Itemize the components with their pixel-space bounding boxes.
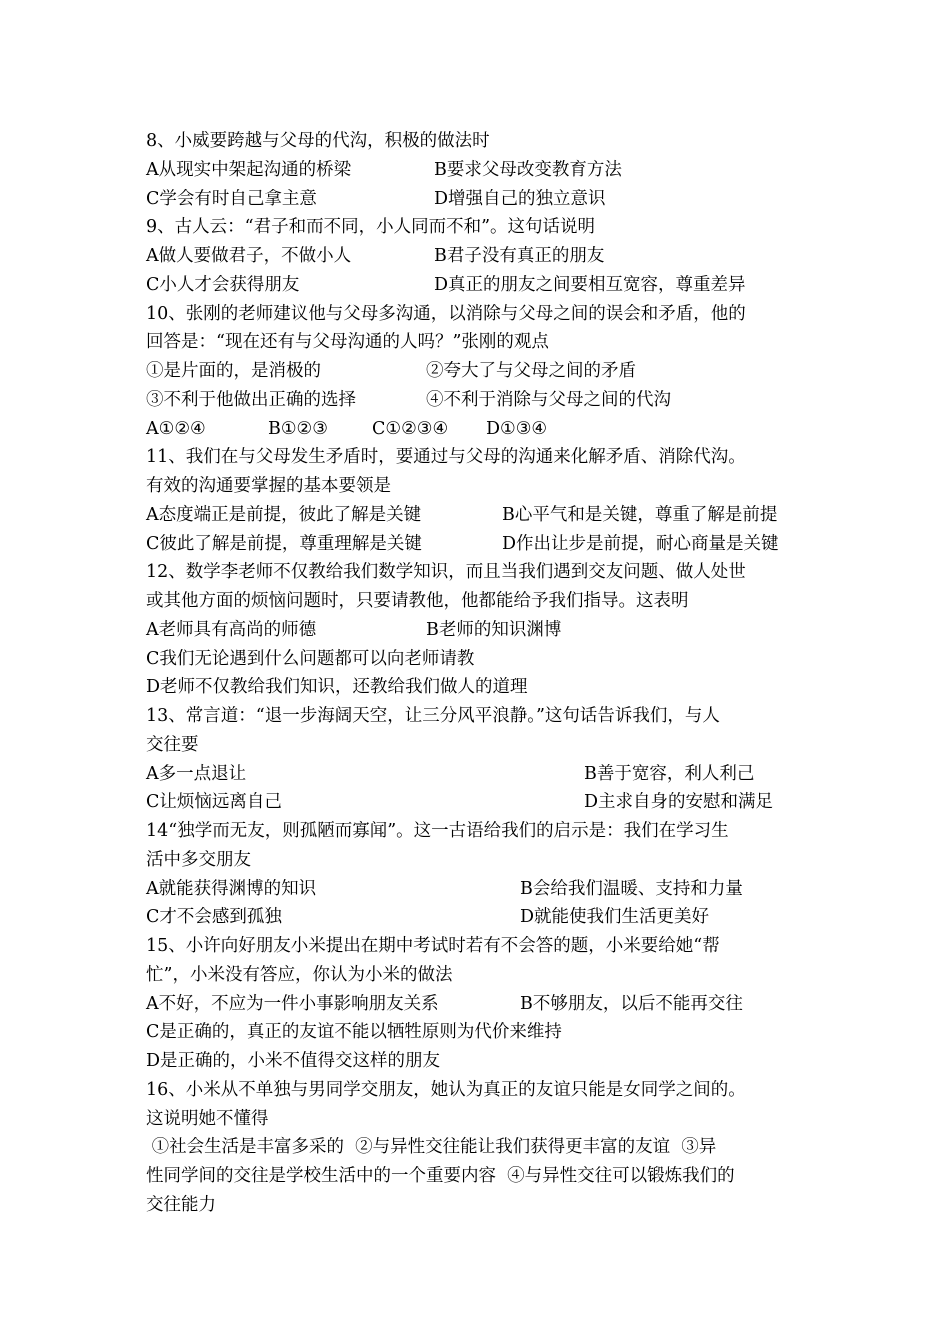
statement-4: ④不利于消除与父母之间的代沟	[426, 389, 671, 410]
option-row	[146, 415, 816, 444]
option-row	[146, 875, 816, 904]
option-d[interactable]: D就能使我们生活更美好	[520, 907, 710, 928]
option-d[interactable]: D①③④	[486, 418, 548, 439]
option-a[interactable]: A就能获得渊博的知识	[146, 878, 317, 899]
option-c[interactable]: C我们无论遇到什么问题都可以向老师请教	[146, 648, 475, 669]
option-c[interactable]: C①②③④	[372, 418, 449, 439]
question-stem: 交往要	[146, 734, 199, 755]
option-b[interactable]: B君子没有真正的朋友	[434, 246, 605, 266]
statement-line: ①社会生活是丰富多采的 ②与异性交往能让我们获得更丰富的友谊 ③异	[146, 1137, 717, 1158]
option-c[interactable]: C小人才会获得朋友	[146, 274, 300, 295]
option-row	[146, 242, 816, 271]
option-c[interactable]: C是正确的，真正的友谊不能以牺牲原则为代价来维持	[146, 1022, 562, 1043]
option-b[interactable]: B老师的知识渊博	[426, 619, 562, 640]
option-row	[146, 501, 816, 530]
option-row	[146, 271, 816, 300]
option-a[interactable]: A不好，不应为一件小事影响朋友关系	[146, 993, 439, 1014]
question-stem: 12、数学李老师不仅教给我们数学知识，而且当我们遇到交友问题、做人处世	[146, 562, 746, 583]
option-row	[146, 990, 816, 1019]
question-stem: 16、小米从不单独与男同学交朋友，她认为真正的友谊只能是女同学之间的。	[146, 1079, 746, 1100]
option-d[interactable]: D老师不仅教给我们知识，还教给我们做人的道理	[146, 677, 528, 698]
question-stem: 8、小威要跨越与父母的代沟，积极的做法时	[146, 131, 490, 151]
option-row	[146, 530, 816, 559]
question-stem: 13、常言道：“退一步海阔天空，让三分风平浪静。”这句话告诉我们，与人	[146, 706, 720, 726]
option-b[interactable]: B要求父母改变教育方法	[434, 159, 622, 180]
option-c[interactable]: C才不会感到孤独	[146, 907, 282, 928]
exam-page	[146, 127, 816, 1220]
question-stem: 忙”，小米没有答应，你认为小米的做法	[146, 964, 453, 985]
question-stem: 9、古人云：“君子和而不同，小人同而不和”。这句话说明	[146, 217, 596, 238]
option-row	[146, 357, 816, 386]
question-stem: 有效的沟通要掌握的基本要领是	[146, 476, 391, 496]
statement-2: ②夸大了与父母之间的矛盾	[426, 361, 636, 381]
option-b[interactable]: B①②③	[268, 418, 328, 439]
option-row	[146, 903, 816, 932]
option-d[interactable]: D主求自身的安慰和满足	[584, 792, 774, 813]
option-d[interactable]: D真正的朋友之间要相互宽容，尊重差异	[434, 274, 746, 295]
question-stem: 14“独学而无友，则孤陋而寡闻”。这一古语给我们的启示是：我们在学习生	[146, 821, 729, 841]
statement-line: 性同学间的交往是学校生活中的一个重要内容 ④与异性交往可以锻炼我们的	[146, 1166, 735, 1186]
option-row	[146, 386, 816, 415]
statement-1: ①是片面的，是消极的	[146, 361, 321, 381]
option-c[interactable]: C学会有时自己拿主意	[146, 188, 317, 209]
option-a[interactable]: A从现实中架起沟通的桥梁	[146, 159, 352, 180]
statement-line: 交往能力	[146, 1194, 216, 1215]
option-b[interactable]: B善于宽容，利人利己	[584, 763, 755, 784]
option-row	[146, 156, 816, 185]
option-a[interactable]: A老师具有高尚的师德	[146, 619, 317, 640]
question-stem: 这说明她不懂得	[146, 1108, 269, 1129]
statement-3: ③不利于他做出正确的选择	[146, 389, 356, 410]
question-stem: 10、张刚的老师建议他与父母多沟通，以消除与父母之间的误会和矛盾，他的	[146, 303, 746, 324]
option-a[interactable]: A多一点退让	[146, 763, 247, 784]
option-a[interactable]: A做人要做君子，不做小人	[146, 246, 352, 266]
option-d[interactable]: D作出让步是前提，耐心商量是关键	[502, 533, 779, 554]
option-a[interactable]: A①②④	[146, 418, 206, 439]
option-b[interactable]: B会给我们温暖、支持和力量	[520, 878, 743, 899]
option-b[interactable]: B不够朋友，以后不能再交往	[520, 993, 743, 1014]
question-stem: 或其他方面的烦恼问题时，只要请教他，他都能给予我们指导。这表明	[146, 591, 689, 611]
question-stem: 11、我们在与父母发生矛盾时，要通过与父母的沟通来化解矛盾、消除代沟。	[146, 447, 746, 468]
option-row	[146, 760, 816, 789]
option-row	[146, 788, 816, 817]
option-c[interactable]: C彼此了解是前提，尊重理解是关键	[146, 533, 422, 554]
question-stem: 活中多交朋友	[146, 849, 251, 870]
question-stem: 15、小许向好朋友小米提出在期中考试时若有不会答的题，小米要给她“帮	[146, 936, 720, 956]
option-c[interactable]: C让烦恼远离自己	[146, 792, 282, 813]
question-stem: 回答是：“现在还有与父母沟通的人吗？”张刚的观点	[146, 332, 549, 353]
option-d[interactable]: D是正确的，小米不值得交这样的朋友	[146, 1051, 441, 1071]
option-b[interactable]: B心平气和是关键，尊重了解是前提	[502, 504, 778, 525]
option-row	[146, 616, 816, 645]
option-row	[146, 185, 816, 214]
option-d[interactable]: D增强自己的独立意识	[434, 188, 606, 209]
option-a[interactable]: A态度端正是前提，彼此了解是关键	[146, 504, 422, 525]
